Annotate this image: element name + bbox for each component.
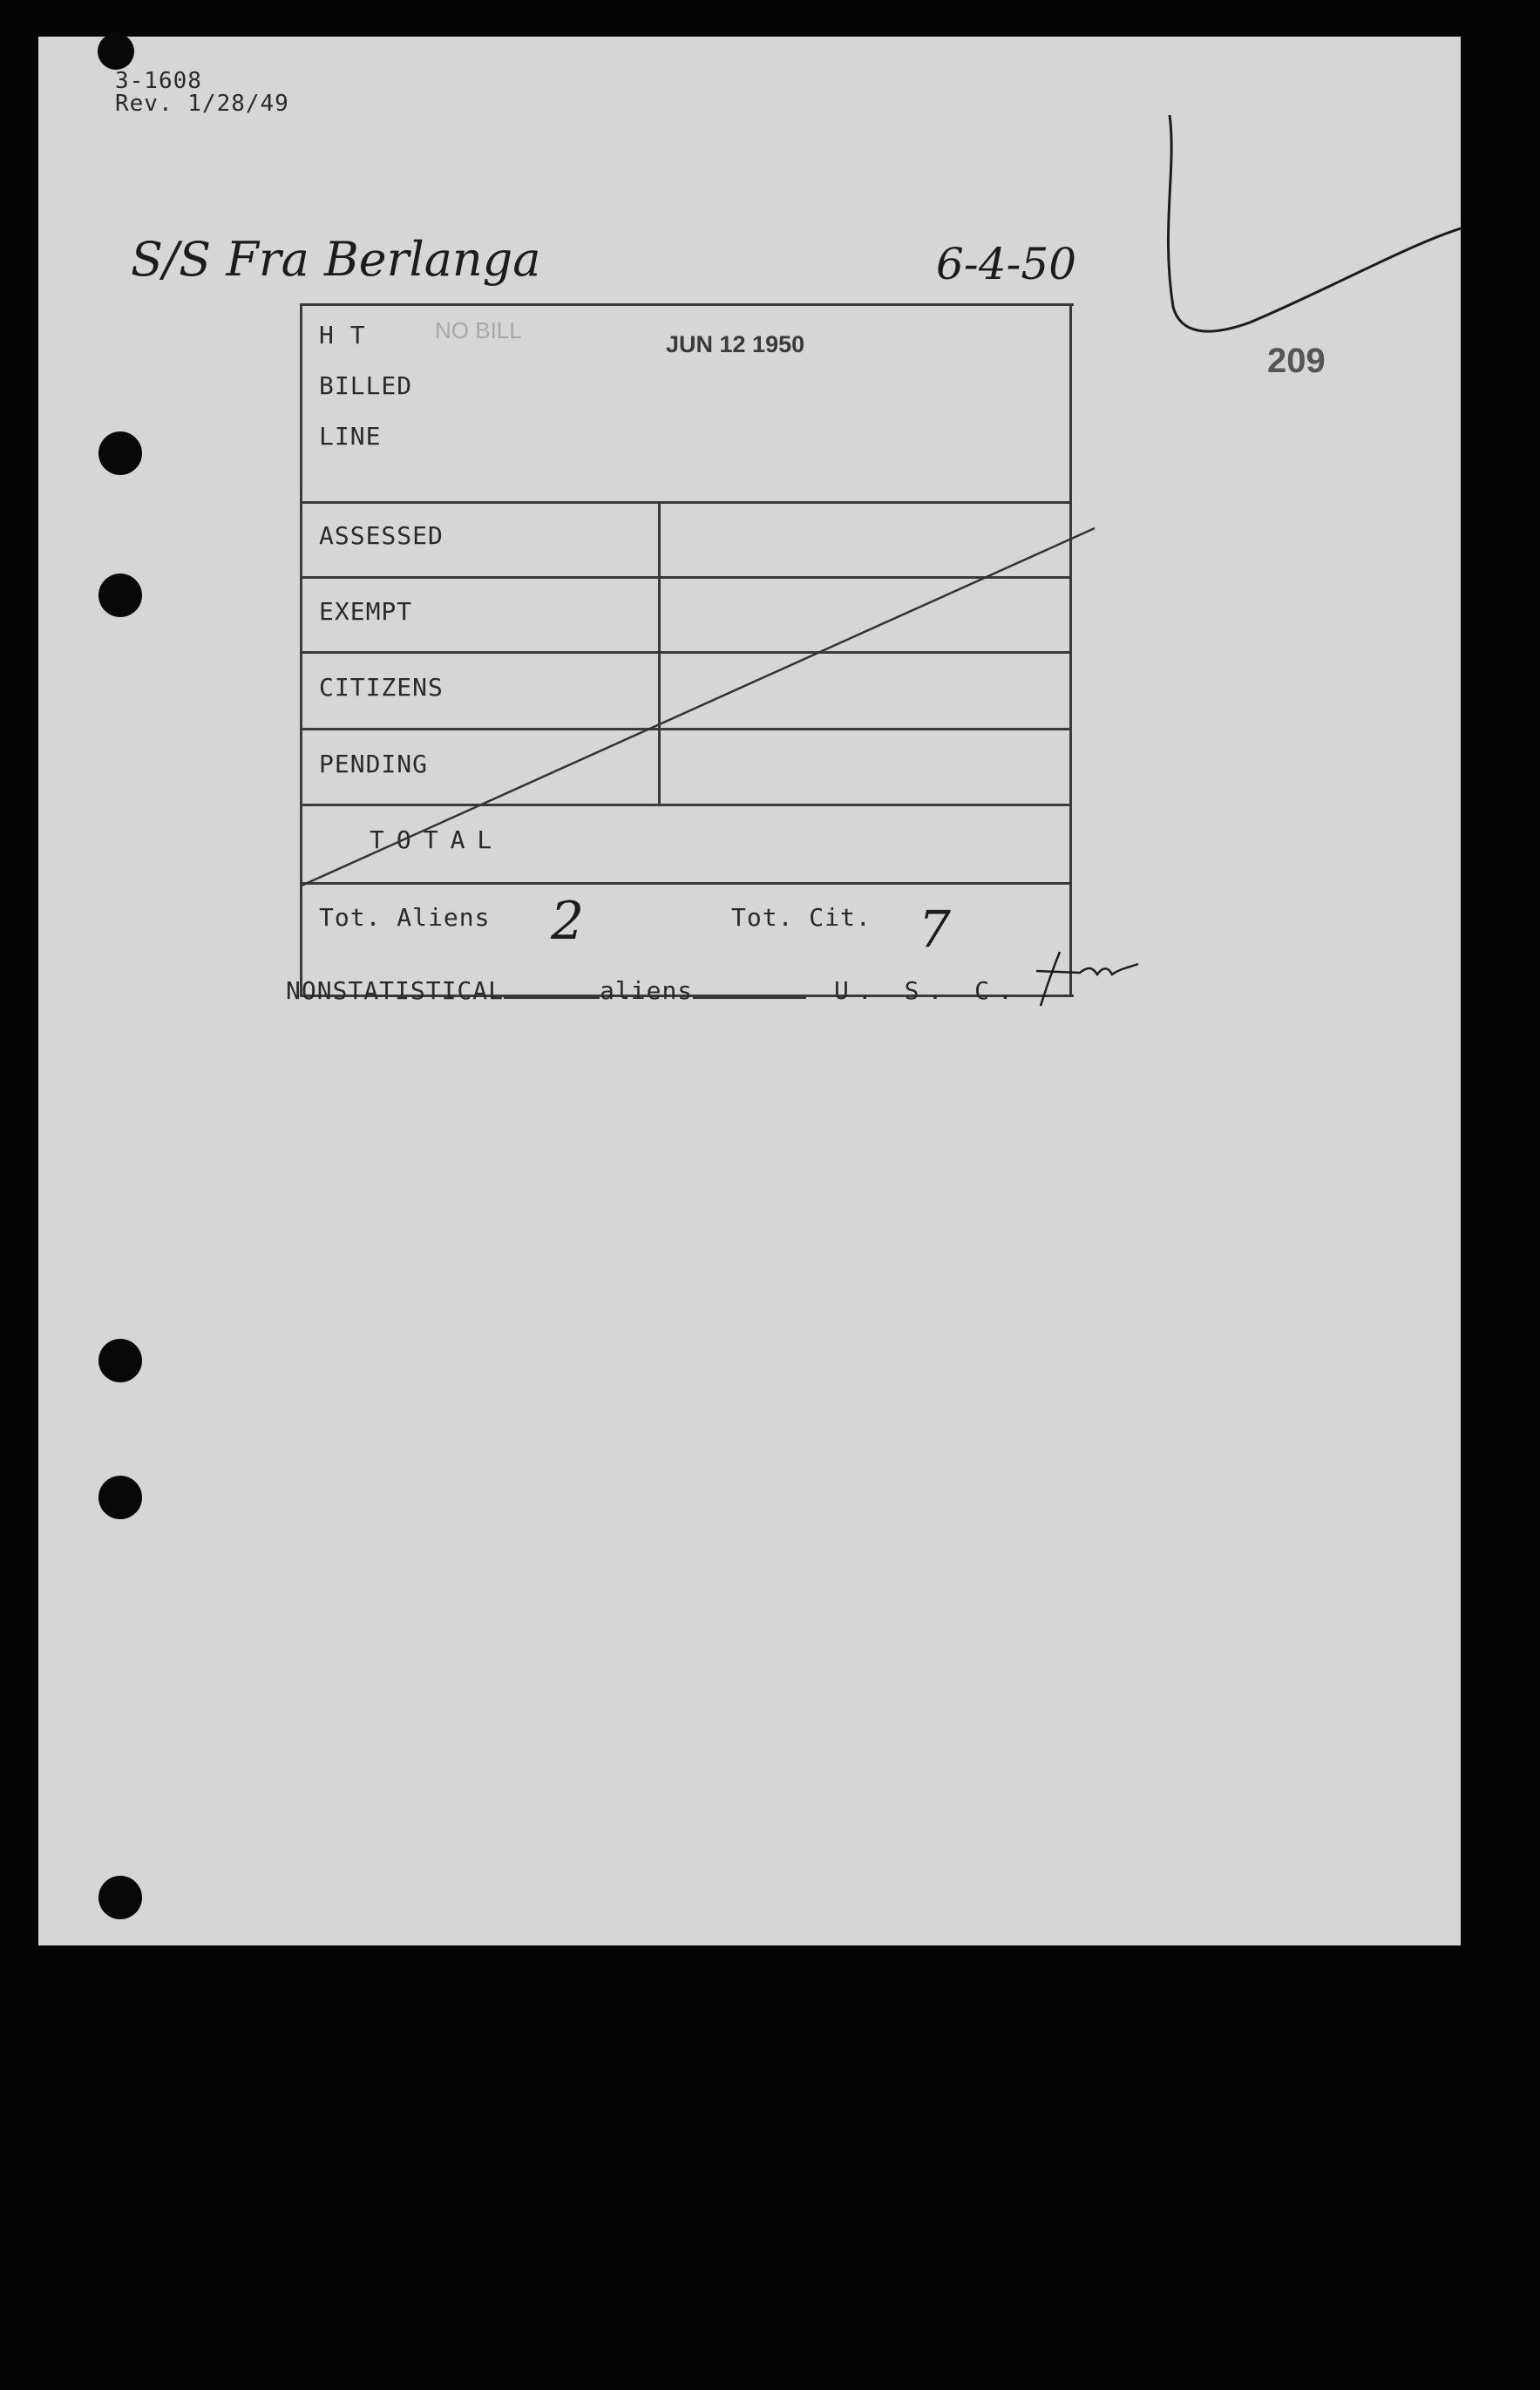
form-revision: Rev. 1/28/49: [115, 91, 289, 117]
vessel-name: S/S Fra Berlanga: [131, 232, 541, 287]
received-date-stamp: JUN 12 1950: [666, 331, 805, 357]
cancel-line: [38, 37, 1461, 1083]
punch-hole: [98, 431, 142, 475]
total-aliens-label: Tot. Aliens: [319, 903, 491, 932]
punch-hole: [98, 1476, 142, 1519]
row-ht: H T: [319, 321, 366, 350]
usc-label: U. S. C.: [834, 976, 1021, 1005]
row-exempt: EXEMPT: [319, 597, 413, 626]
aliens-blank: [693, 997, 806, 999]
punch-hole-top: [98, 33, 134, 70]
row-line: LINE: [319, 422, 382, 451]
document-page: [38, 37, 1461, 1945]
row-billed: BILLED: [319, 371, 413, 400]
handwritten-date: 6-4-50: [936, 239, 1077, 289]
nonstatistical-blank: [504, 997, 600, 999]
aliens-label: aliens: [600, 976, 694, 1005]
row-assessed: ASSESSED: [319, 521, 444, 550]
row-total: TOTAL: [370, 825, 505, 854]
punch-hole: [98, 1876, 142, 1919]
no-bill-stamp: NO BILL: [435, 317, 522, 343]
total-citizens-label: Tot. Cit.: [731, 903, 872, 932]
total-citizens-value: 7: [919, 900, 951, 959]
punch-hole: [98, 1339, 142, 1382]
form-number: 3-1608: [115, 68, 202, 94]
row-pending: PENDING: [319, 750, 429, 778]
total-aliens-value: 2: [551, 891, 585, 952]
nonstatistical-line: [286, 976, 1021, 1005]
row-citizens: CITIZENS: [319, 673, 444, 702]
page-number-stamp: 209: [1267, 342, 1326, 380]
punch-hole: [98, 574, 142, 617]
nonstatistical-label: NONSTATISTICAL: [286, 976, 505, 1005]
